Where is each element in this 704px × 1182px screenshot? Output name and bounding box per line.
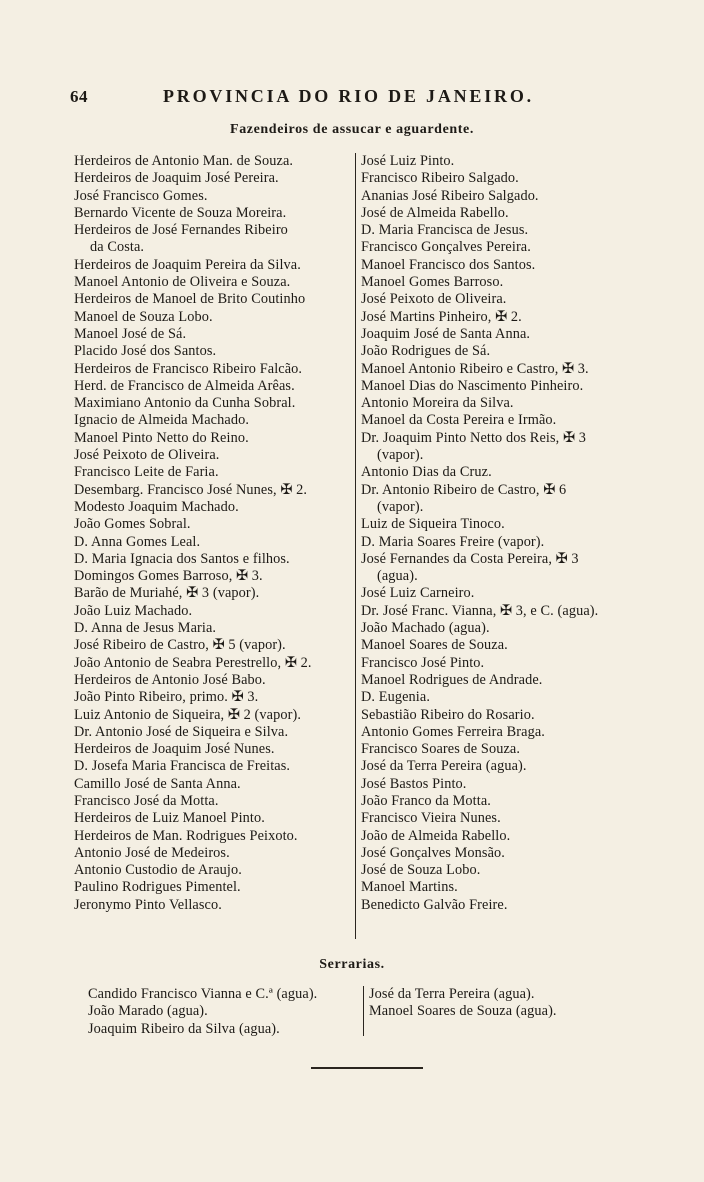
entry-left-0: Candido Francisco Vianna e C.ª (agua). xyxy=(88,986,318,1002)
entry-left-28: José Ribeiro de Castro, ✠ 5 (vapor). xyxy=(74,637,286,654)
entry-right-31: D. Eugenia. xyxy=(361,689,430,706)
entry-left-12: Herdeiros de Francisco Ribeiro Falcão. xyxy=(74,360,303,377)
entry-left-34: Herdeiros de Joaquim José Nunes. xyxy=(74,741,275,758)
entry-right-9: José Martins Pinheiro, ✠ 2. xyxy=(361,308,522,325)
entry-right-17: (vapor). xyxy=(377,447,424,464)
entry-right-13: Manoel Dias do Nascimento Pinheiro. xyxy=(361,377,584,394)
entry-right-26: Dr. José Franc. Vianna, ✠ 3, e C. (agua). xyxy=(361,602,599,619)
entry-right-41: José de Souza Lobo. xyxy=(361,862,481,879)
entry-left-27: D. Anna de Jesus Maria. xyxy=(74,620,217,637)
entry-right-25: José Luiz Carneiro. xyxy=(361,585,475,602)
entry-left-25: Barão de Muriahé, ✠ 3 (vapor). xyxy=(74,585,260,602)
entry-right-0: José Luiz Pinto. xyxy=(361,153,455,169)
entry-left-1: Herdeiros de Joaquim José Pereira. xyxy=(74,170,279,187)
entry-left-32: Luiz Antonio de Siqueira, ✠ 2 (vapor). xyxy=(74,706,302,723)
entry-left-7: Manoel Antonio de Oliveira e Souza. xyxy=(74,274,291,291)
entry-right-30: Manoel Rodrigues de Andrade. xyxy=(361,671,543,688)
entry-left-11: Placido José dos Santos. xyxy=(74,343,217,360)
section-title-fazendeiros: Fazendeiros de assucar e aguardente. xyxy=(230,122,474,137)
entry-left-13: Herd. de Francisco de Almeida Arêas. xyxy=(74,377,295,394)
entry-left-16: Manoel Pinto Netto do Reino. xyxy=(74,429,249,446)
entry-right-11: João Rodrigues de Sá. xyxy=(361,343,491,360)
entry-left-10: Manoel José de Sá. xyxy=(74,325,187,342)
fazendeiros-left-column xyxy=(74,153,354,914)
entry-left-31: João Pinto Ribeiro, primo. ✠ 3. xyxy=(74,689,259,706)
entry-right-6: Manoel Francisco dos Santos. xyxy=(361,256,536,273)
entry-left-18: Francisco Leite de Faria. xyxy=(74,464,219,481)
entry-right-34: Francisco Soares de Souza. xyxy=(361,741,521,758)
entry-left-3: Bernardo Vicente de Souza Moreira. xyxy=(74,204,287,221)
serrarias-left-column xyxy=(88,986,368,1038)
entry-right-28: Manoel Soares de Souza. xyxy=(361,637,508,654)
entry-left-6: Herdeiros de Joaquim Pereira da Silva. xyxy=(74,256,301,273)
entry-right-8: José Peixoto de Oliveira. xyxy=(361,291,507,308)
entry-left-36: Camillo José de Santa Anna. xyxy=(74,775,241,792)
entry-left-0: Herdeiros de Antonio Man. de Souza. xyxy=(74,153,294,169)
entry-right-1: Francisco Ribeiro Salgado. xyxy=(361,170,519,187)
column-divider xyxy=(355,153,356,939)
entry-left-20: Modesto Joaquim Machado. xyxy=(74,498,239,515)
entry-right-36: José Bastos Pinto. xyxy=(361,775,467,792)
entry-right-21: Luiz de Siqueira Tinoco. xyxy=(361,516,505,533)
entry-right-4: D. Maria Francisca de Jesus. xyxy=(361,222,529,239)
closing-rule xyxy=(311,1067,423,1069)
entry-left-2: Joaquim Ribeiro da Silva (agua). xyxy=(88,1020,280,1037)
entry-left-24: Domingos Gomes Barroso, ✠ 3. xyxy=(74,568,263,585)
entry-right-15: Manoel da Costa Pereira e Irmão. xyxy=(361,412,557,429)
entry-right-38: Francisco Vieira Nunes. xyxy=(361,810,501,827)
entry-left-42: Paulino Rodrigues Pimentel. xyxy=(74,879,241,896)
entry-left-17: José Peixoto de Oliveira. xyxy=(74,447,220,464)
entry-right-23: José Fernandes da Costa Pereira, ✠ 3 xyxy=(361,550,579,567)
entry-right-35: José da Terra Pereira (agua). xyxy=(361,758,527,775)
entry-left-43: Jeronymo Pinto Vellasco. xyxy=(74,896,222,913)
entry-right-0: José da Terra Pereira (agua). xyxy=(369,986,535,1002)
entry-left-15: Ignacio de Almeida Machado. xyxy=(74,412,249,429)
entry-left-14: Maximiano Antonio da Cunha Sobral. xyxy=(74,395,296,412)
entry-right-27: João Machado (agua). xyxy=(361,620,490,637)
entry-right-7: Manoel Gomes Barroso. xyxy=(361,274,504,291)
page-number: 64 xyxy=(70,87,88,106)
entry-right-12: Manoel Antonio Ribeiro e Castro, ✠ 3. xyxy=(361,360,589,377)
entry-left-4: Herdeiros de José Fernandes Ribeiro xyxy=(74,222,288,239)
entry-left-9: Manoel de Souza Lobo. xyxy=(74,308,213,325)
entry-left-2: José Francisco Gomes. xyxy=(74,187,208,204)
entry-right-1: Manoel Soares de Souza (agua). xyxy=(369,1003,557,1020)
entry-right-19: Dr. Antonio Ribeiro de Castro, ✠ 6 xyxy=(361,481,567,498)
entry-left-19: Desembarg. Francisco José Nunes, ✠ 2. xyxy=(74,481,308,498)
entry-right-43: Benedicto Galvão Freire. xyxy=(361,896,508,913)
entry-left-21: João Gomes Sobral. xyxy=(74,516,191,533)
entry-right-20: (vapor). xyxy=(377,498,424,515)
entry-right-2: Ananias José Ribeiro Salgado. xyxy=(361,187,539,204)
entry-left-22: D. Anna Gomes Leal. xyxy=(74,533,201,550)
entry-left-29: João Antonio de Seabra Perestrello, ✠ 2. xyxy=(74,654,312,671)
entry-left-35: D. Josefa Maria Francisca de Freitas. xyxy=(74,758,291,775)
running-title: PROVINCIA DO RIO DE JANEIRO. xyxy=(163,86,534,106)
entry-right-24: (agua). xyxy=(377,568,418,585)
entry-left-30: Herdeiros de Antonio José Babo. xyxy=(74,671,266,688)
entry-right-39: João de Almeida Rabello. xyxy=(361,827,511,844)
entry-left-26: João Luiz Machado. xyxy=(74,602,193,619)
section-title-serrarias: Serrarias. xyxy=(319,957,385,972)
entry-right-14: Antonio Moreira da Silva. xyxy=(361,395,514,412)
entry-left-5: da Costa. xyxy=(90,239,145,256)
entry-right-29: Francisco José Pinto. xyxy=(361,654,485,671)
entry-left-39: Herdeiros de Man. Rodrigues Peixoto. xyxy=(74,827,298,844)
column-divider xyxy=(363,986,364,1036)
entry-left-8: Herdeiros de Manoel de Brito Coutinho xyxy=(74,291,306,308)
fazendeiros-right-column xyxy=(359,153,671,914)
serrarias-right-column xyxy=(367,986,679,1021)
entry-right-16: Dr. Joaquim Pinto Netto dos Reis, ✠ 3 xyxy=(361,429,586,446)
entry-right-42: Manoel Martins. xyxy=(361,879,458,896)
entry-right-33: Antonio Gomes Ferreira Braga. xyxy=(361,723,545,740)
entry-left-38: Herdeiros de Luiz Manoel Pinto. xyxy=(74,810,265,827)
entry-right-32: Sebastião Ribeiro do Rosario. xyxy=(361,706,535,723)
entry-left-37: Francisco José da Motta. xyxy=(74,792,219,809)
entry-left-33: Dr. Antonio José de Siqueira e Silva. xyxy=(74,723,289,740)
entry-right-3: José de Almeida Rabello. xyxy=(361,204,509,221)
entry-right-40: José Gonçalves Monsão. xyxy=(361,844,505,861)
entry-right-18: Antonio Dias da Cruz. xyxy=(361,464,492,481)
entry-right-37: João Franco da Motta. xyxy=(361,792,491,809)
entry-right-5: Francisco Gonçalves Pereira. xyxy=(361,239,531,256)
entry-right-10: Joaquim José de Santa Anna. xyxy=(361,325,531,342)
entry-left-1: João Marado (agua). xyxy=(88,1003,208,1020)
entry-left-41: Antonio Custodio de Araujo. xyxy=(74,862,242,879)
entry-right-22: D. Maria Soares Freire (vapor). xyxy=(361,533,545,550)
entry-left-23: D. Maria Ignacia dos Santos e filhos. xyxy=(74,550,290,567)
entry-left-40: Antonio José de Medeiros. xyxy=(74,844,230,861)
